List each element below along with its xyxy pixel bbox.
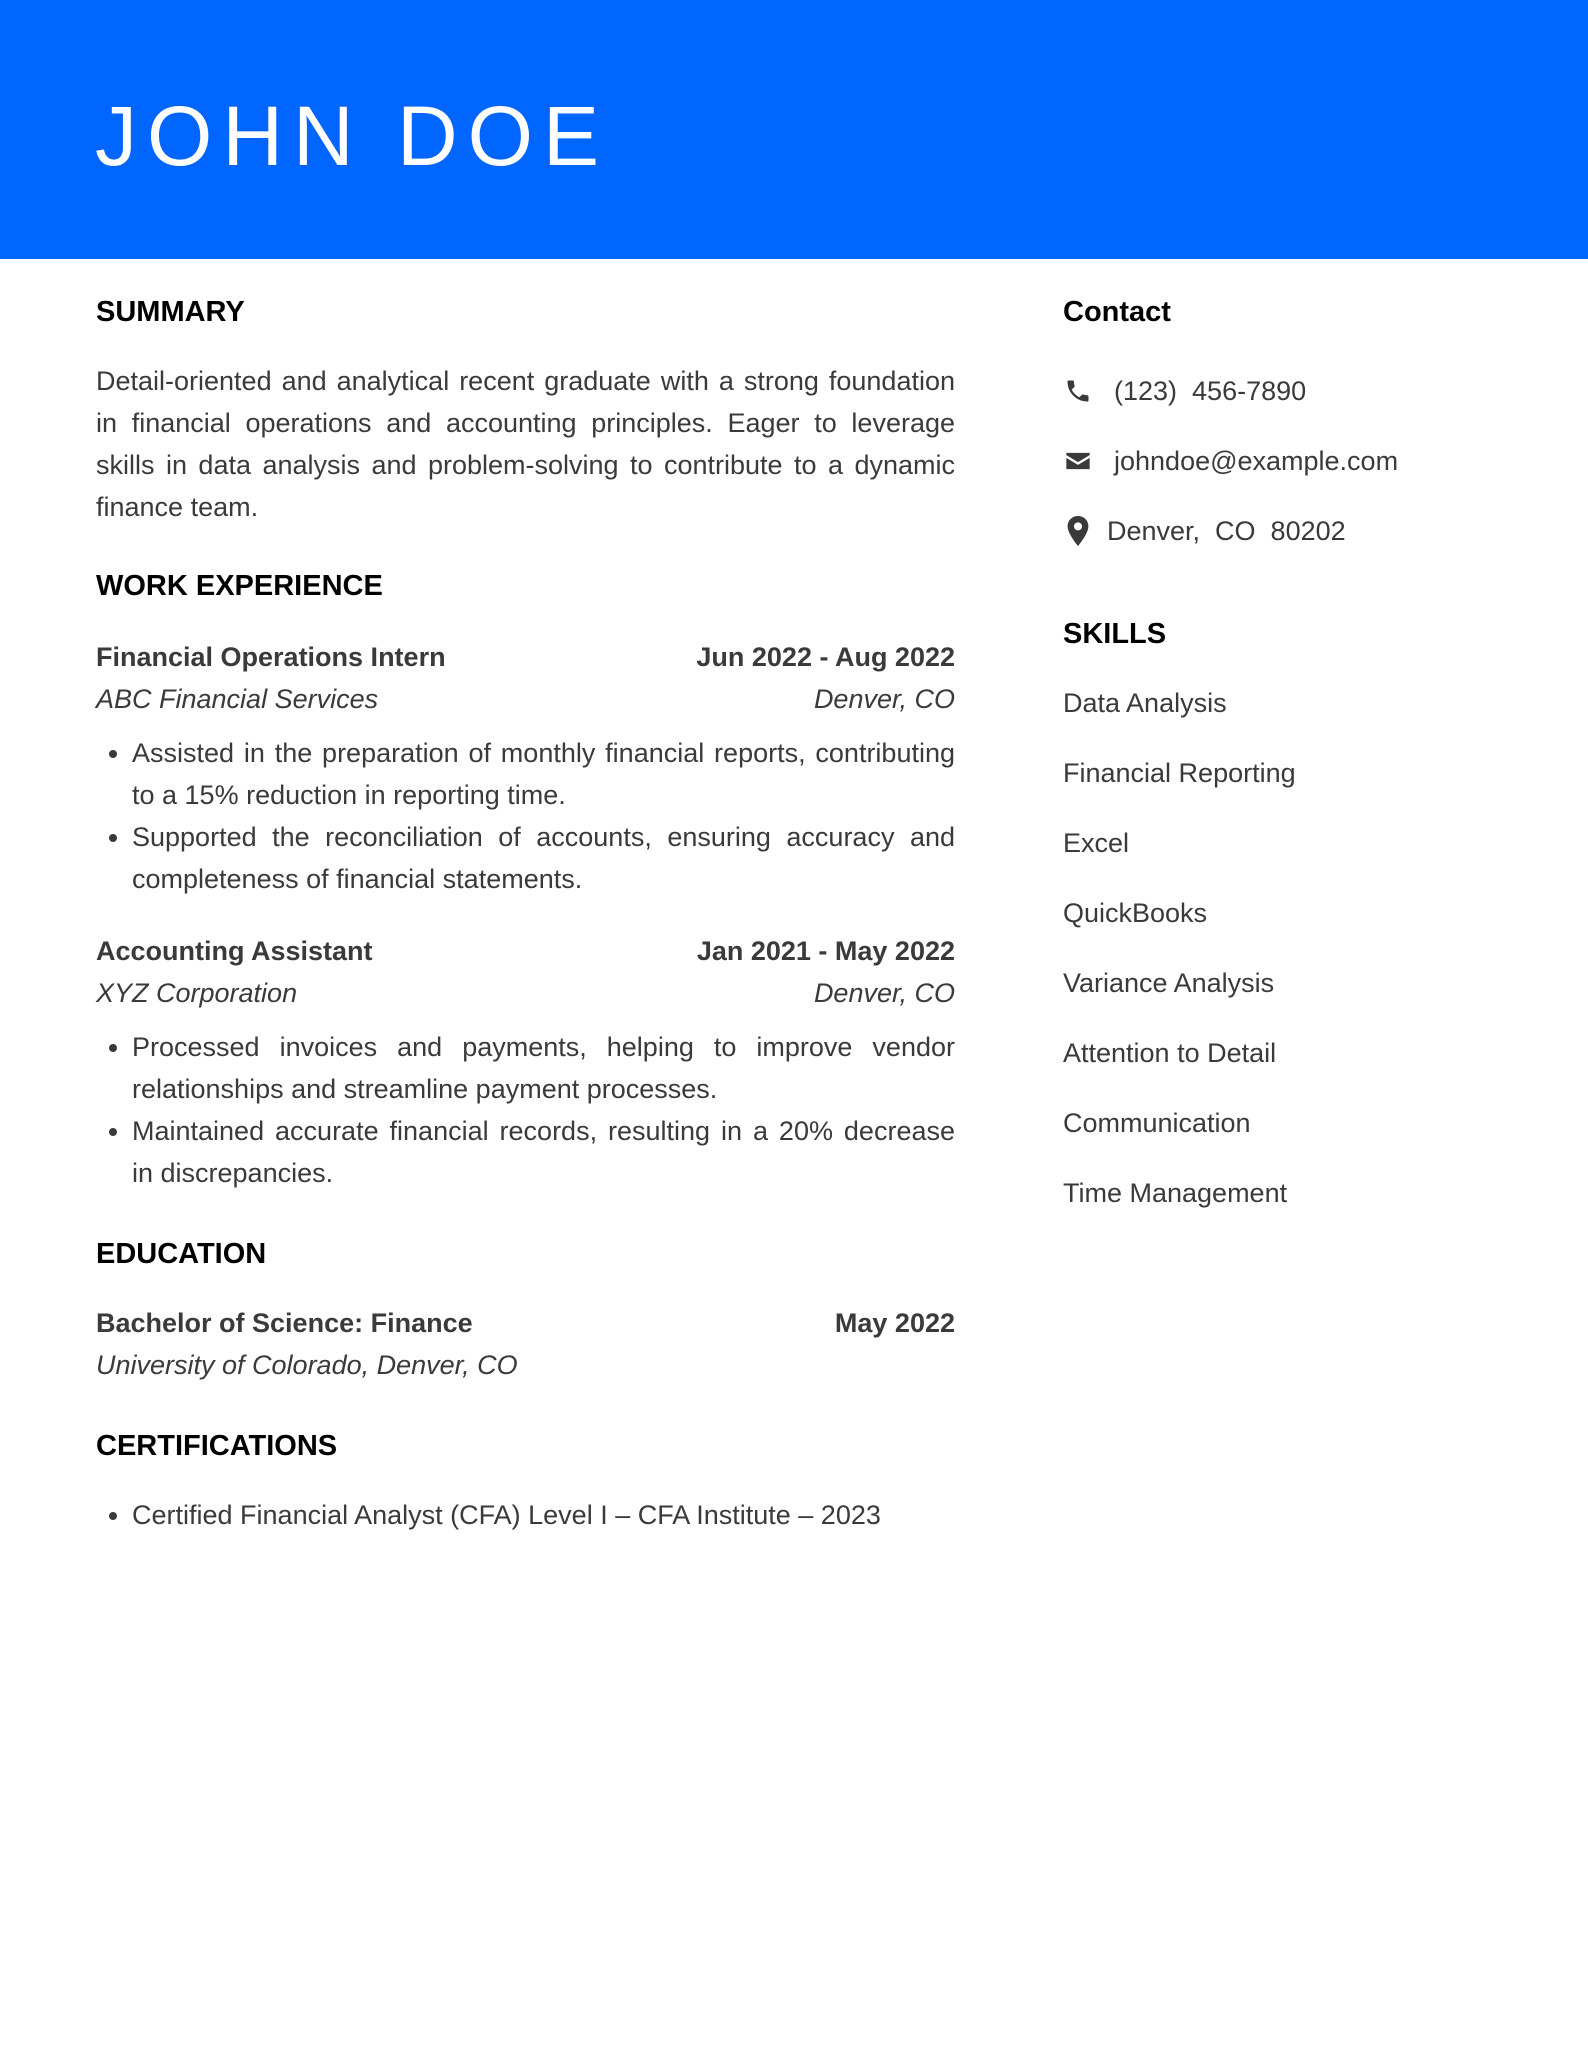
job-title: Financial Operations Intern <box>96 642 446 672</box>
job-company: XYZ Corporation <box>96 978 298 1008</box>
education-heading: EDUCATION <box>96 1238 267 1270</box>
certification-list <box>96 1494 955 1536</box>
job-title: Accounting Assistant <box>96 936 373 966</box>
skill-item: QuickBooks <box>1063 898 1208 928</box>
job-bullet: • Maintained accurate financial records, resulting in a 20% decrease in discrepancies. <box>132 1110 955 1194</box>
work-experience-heading: WORK EXPERIENCE <box>96 570 383 602</box>
envelope-icon <box>1063 446 1093 476</box>
school: University of Colorado, Denver, CO <box>96 1350 518 1380</box>
skill-item: Attention to Detail <box>1063 1038 1277 1068</box>
certification-item: • Certified Financial Analyst (CFA) Level I – CFA Institute – 2023 <box>132 1494 955 1536</box>
phone-number[interactable]: (123) 456-7890 <box>1114 376 1307 406</box>
graduation-date: May 2022 <box>834 1308 955 1338</box>
candidate-name: JOHN DOE <box>95 89 610 183</box>
contact-phone <box>1063 370 1503 412</box>
job-bullets <box>96 1026 955 1194</box>
skill-item: Financial Reporting <box>1063 758 1296 788</box>
job-bullet: • Processed invoices and payments, helping to improve vendor relationships and streamline payment processes. <box>132 1026 955 1110</box>
job-bullet: • Assisted in the preparation of monthly financial reports, contributing to a 15% reduction in reporting time. <box>132 732 955 816</box>
job-dates: Jan 2021 - May 2022 <box>696 936 955 966</box>
sidebar-column <box>1063 292 1503 1214</box>
skill-item: Communication <box>1063 1108 1251 1138</box>
summary-heading: SUMMARY <box>96 296 245 328</box>
main-column <box>96 292 955 1536</box>
education-entry <box>96 1302 955 1386</box>
degree: Bachelor of Science: Finance <box>96 1308 473 1338</box>
location-text: Denver, CO 80202 <box>1107 516 1346 546</box>
skill-item: Time Management <box>1063 1178 1288 1208</box>
job-location: Denver, CO <box>813 978 955 1008</box>
certifications-heading: CERTIFICATIONS <box>96 1430 338 1462</box>
phone-icon <box>1063 376 1093 406</box>
job-bullet: • Supported the reconciliation of accounts, ensuring accuracy and completeness of financial statements. <box>132 816 955 900</box>
skill-item: Excel <box>1063 828 1130 858</box>
skill-item: Variance Analysis <box>1063 968 1275 998</box>
contact-location <box>1063 510 1503 552</box>
job-location: Denver, CO <box>813 684 955 714</box>
summary-text: Detail-oriented and analytical recent graduate with a strong foundation in financial operations and accounting principles. Eager to leverage skills in data analysis and problem-solving to contribute to a dynamic finance team. <box>96 366 955 522</box>
skill-item: Data Analysis <box>1063 688 1227 718</box>
job-company: ABC Financial Services <box>96 684 379 714</box>
header-banner <box>0 0 1588 259</box>
job-entry <box>96 930 955 1194</box>
job-entry <box>96 636 955 900</box>
job-bullets <box>96 732 955 900</box>
email-address[interactable]: johndoe@example.com <box>1114 446 1399 476</box>
contact-heading: Contact <box>1063 296 1171 328</box>
job-dates: Jun 2022 - Aug 2022 <box>696 642 955 672</box>
skills-list <box>1063 682 1503 1214</box>
skills-heading: SKILLS <box>1063 618 1167 650</box>
map-marker-icon <box>1063 516 1093 546</box>
contact-email <box>1063 440 1503 482</box>
